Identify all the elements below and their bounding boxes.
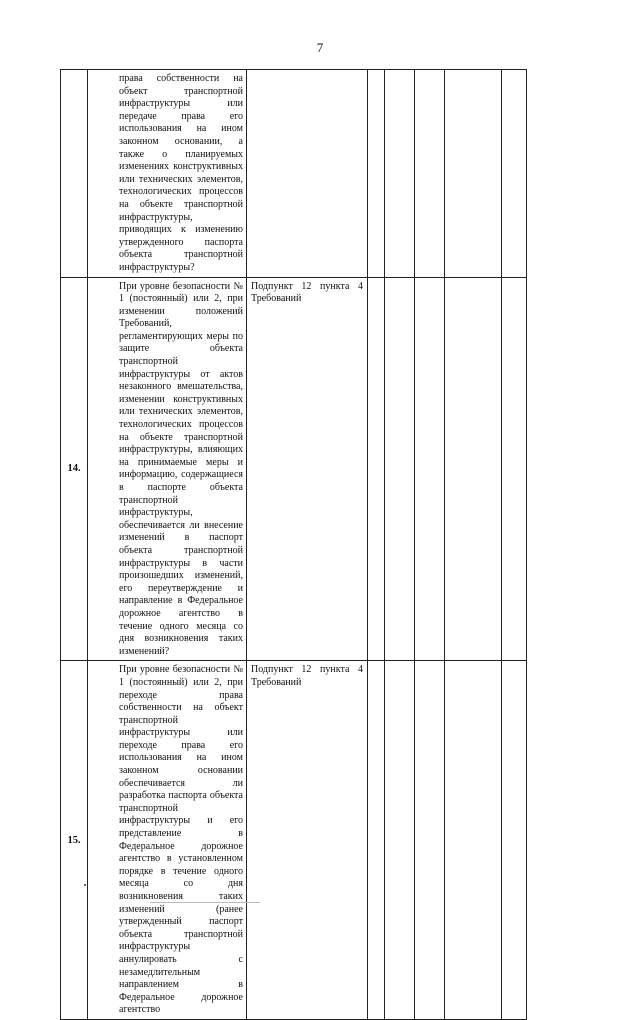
- mark-cell-no[interactable]: [385, 277, 415, 661]
- mark-cell-yes[interactable]: [368, 277, 385, 661]
- question-cell: [88, 661, 247, 1020]
- requirement-text: Подпункт 12 пункта 4 Требований: [251, 664, 363, 688]
- extra-cell[interactable]: [502, 661, 527, 1020]
- checklist-table: [60, 69, 527, 1020]
- mark-cell-no[interactable]: [385, 661, 415, 1020]
- row-number: 14.: [61, 277, 88, 661]
- scan-speck: [84, 884, 86, 886]
- question-text: При уровне безопасности № 1 (постоянный) или 2, при изменении положений Требований, регламентирующих меры по защите объекта транспортной инфраструктуры от актов незаконного вмешательства, изменении конструктивных или технических элементов, технологических процессов на объекте транспортной инфраструктуры, влияющих на принимаемые меры и информацию, содержащиеся в паспорте объекта транспортной инфраструктуры, обеспечивается ли внесение изменений в паспорт объекта транспортной инфраструктуры в части произошедших изменений, его переутверждение и направление в Федеральное дорожное агентство в течение одного месяца со дня возникновения таких изменений?: [119, 280, 243, 657]
- requirement-text: Подпункт 12 пункта 4 Требований: [251, 280, 363, 305]
- table-row: [61, 70, 527, 278]
- question-cell: [88, 70, 247, 278]
- note-cell[interactable]: [445, 277, 502, 661]
- requirement-cell: [247, 70, 368, 278]
- mark-cell-na[interactable]: [415, 661, 445, 1020]
- note-cell[interactable]: [445, 661, 502, 1020]
- table-row: [61, 661, 527, 1020]
- scan-artifact-line: [150, 902, 260, 903]
- mark-cell-na[interactable]: [415, 277, 445, 661]
- mark-cell-na[interactable]: [415, 70, 445, 278]
- extra-cell[interactable]: [502, 277, 527, 661]
- question-text: При уровне безопасности № 1 (постоянный) или 2, при переходе права собственности на объект транспортной инфраструктуры или переходе права его использования на ином законном основании обеспечивается ли разработка паспорта объекта транспортной инфраструктуры и его представление в Федеральное дорожное агентство в установленном порядке в течение одного месяца со дня возникновения таких изменений (ранее утвержденный паспорт объекта транспортной инфраструктуры аннулировать с незамедлительным направлением в Федеральное дорожное агентство: [119, 664, 243, 1016]
- requirement-cell: [247, 277, 368, 661]
- mark-cell-no[interactable]: [385, 70, 415, 278]
- extra-cell[interactable]: [502, 70, 527, 278]
- mark-cell-yes[interactable]: [368, 661, 385, 1020]
- question-text: права собственности на объект транспортной инфраструктуры или передаче права его использования на ином законном основании, а также о планируемых изменениях конструктивных или технических элементов, технологических процессов на объекте транспортной инфраструктуры, приводящих к изменению утвержденного паспорта объекта транспортной инфраструктуры?: [119, 73, 243, 273]
- table-row: [61, 277, 527, 661]
- page-number: 7: [316, 40, 324, 55]
- mark-cell-yes[interactable]: [368, 70, 385, 278]
- row-number: [61, 70, 88, 278]
- requirement-cell: [247, 661, 368, 1020]
- note-cell[interactable]: [445, 70, 502, 278]
- question-cell: [88, 277, 247, 661]
- requirement-text: [247, 70, 367, 76]
- row-number: 15.: [61, 661, 88, 1020]
